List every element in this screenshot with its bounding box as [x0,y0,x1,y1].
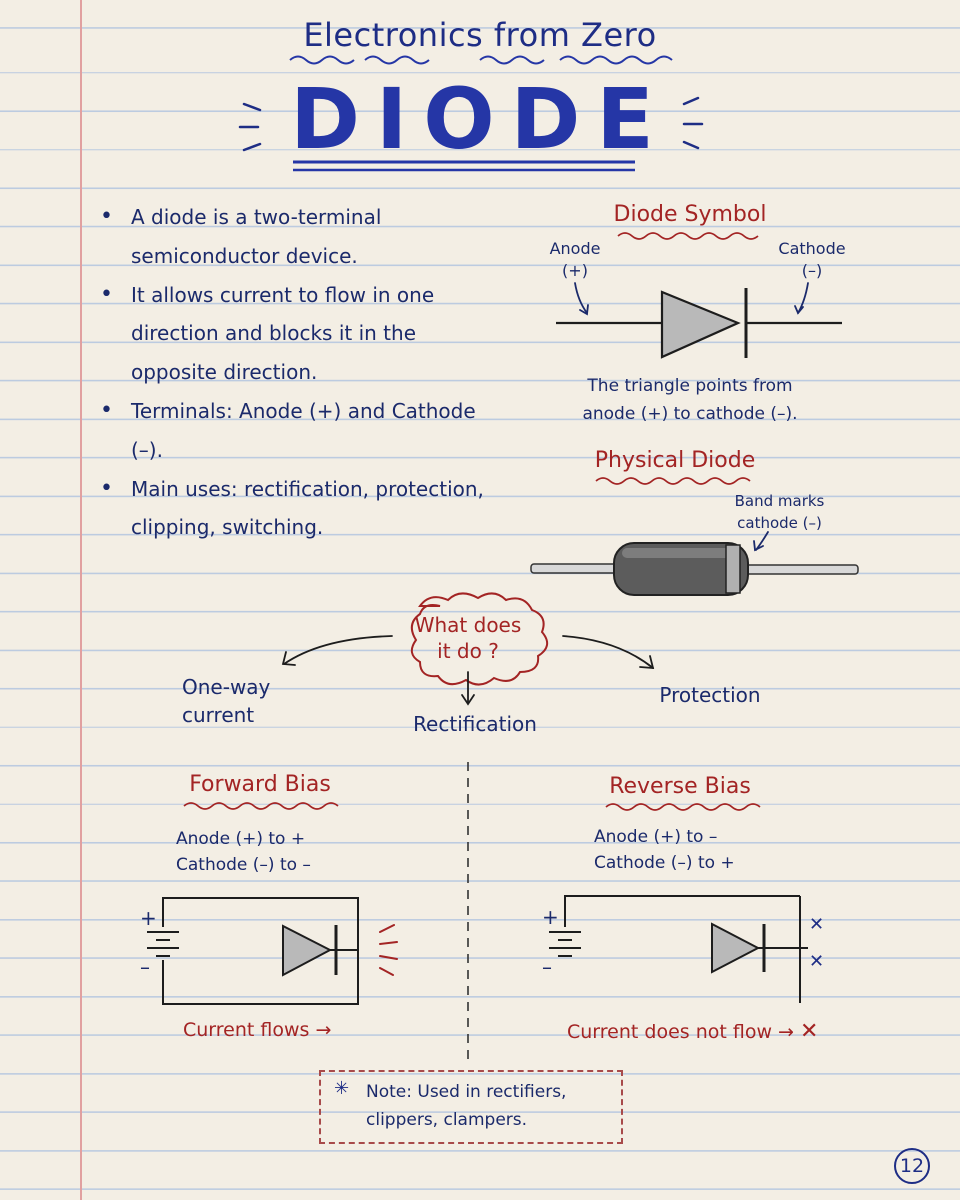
emphasis-ticks [240,98,702,150]
anode-label: Anode (+) [549,239,601,280]
forward-title-underline [184,803,338,809]
reverse-circuit [549,896,808,1003]
forward-bias-result: Current flows → [183,1019,332,1041]
note-text: Note: Used in rectifiers, clippers, clampers. [366,1082,567,1130]
forward-bias-connections: Anode (+) to + Cathode (–) to – [176,829,311,875]
bullet-item: • Main uses: rectification, protection, clipping, switching. [98,470,498,548]
definition-list [98,198,498,547]
mindmap-center: What does it do ? [414,613,522,663]
series-title: Electronics from Zero [303,16,657,54]
cathode-label: Cathode (–) [778,239,846,280]
no-flow-x-icon: ✕ [800,1019,819,1044]
forward-circuit [147,898,358,1004]
bullet-item: • It allows current to flow in one direction and blocks it in the opposite direction. [98,276,498,392]
physical-diode [531,543,858,595]
reverse-plus-sign: + [542,905,559,929]
forward-bias-title: Forward Bias [189,772,331,797]
bullet-item: • Terminals: Anode (+) and Cathode (–). [98,392,498,470]
band-arrow [754,532,768,550]
glow-icon [380,925,397,975]
title-squiggle [290,57,672,64]
symbol-title-underline [618,233,758,239]
physical-title-underline [596,478,750,484]
symbol-section-title: Diode Symbol [613,202,767,227]
mindmap-protection: Protection [659,683,761,707]
reverse-bias-title: Reverse Bias [609,774,751,799]
physical-section-title: Physical Diode [594,448,756,473]
note-star-icon: ✳ [334,1078,350,1099]
bullet-item: • A diode is a two-terminal semiconductor device. [98,198,498,276]
reverse-title-underline [606,804,760,810]
blocked-x-icon: ✕ [809,951,825,972]
mindmap-rectification: Rectification [413,712,537,736]
page-title: DIODE [290,70,670,168]
blocked-x-icon: ✕ [809,914,825,935]
symbol-caption: The triangle points from anode (+) to cathode (–). [582,376,798,424]
mindmap-one-way-current: One-way current [182,675,271,727]
band-note: Band marks cathode (–) [734,492,825,532]
reverse-bias-connections: Anode (+) to – Cathode (–) to + [594,827,735,873]
reverse-minus-sign: – [542,955,552,979]
forward-minus-sign: – [140,955,150,979]
diode-symbol [556,288,842,358]
forward-plus-sign: + [140,906,157,930]
page-number: 12 [894,1148,930,1184]
reverse-bias-result: Current does not flow → ✕ [567,1019,819,1044]
